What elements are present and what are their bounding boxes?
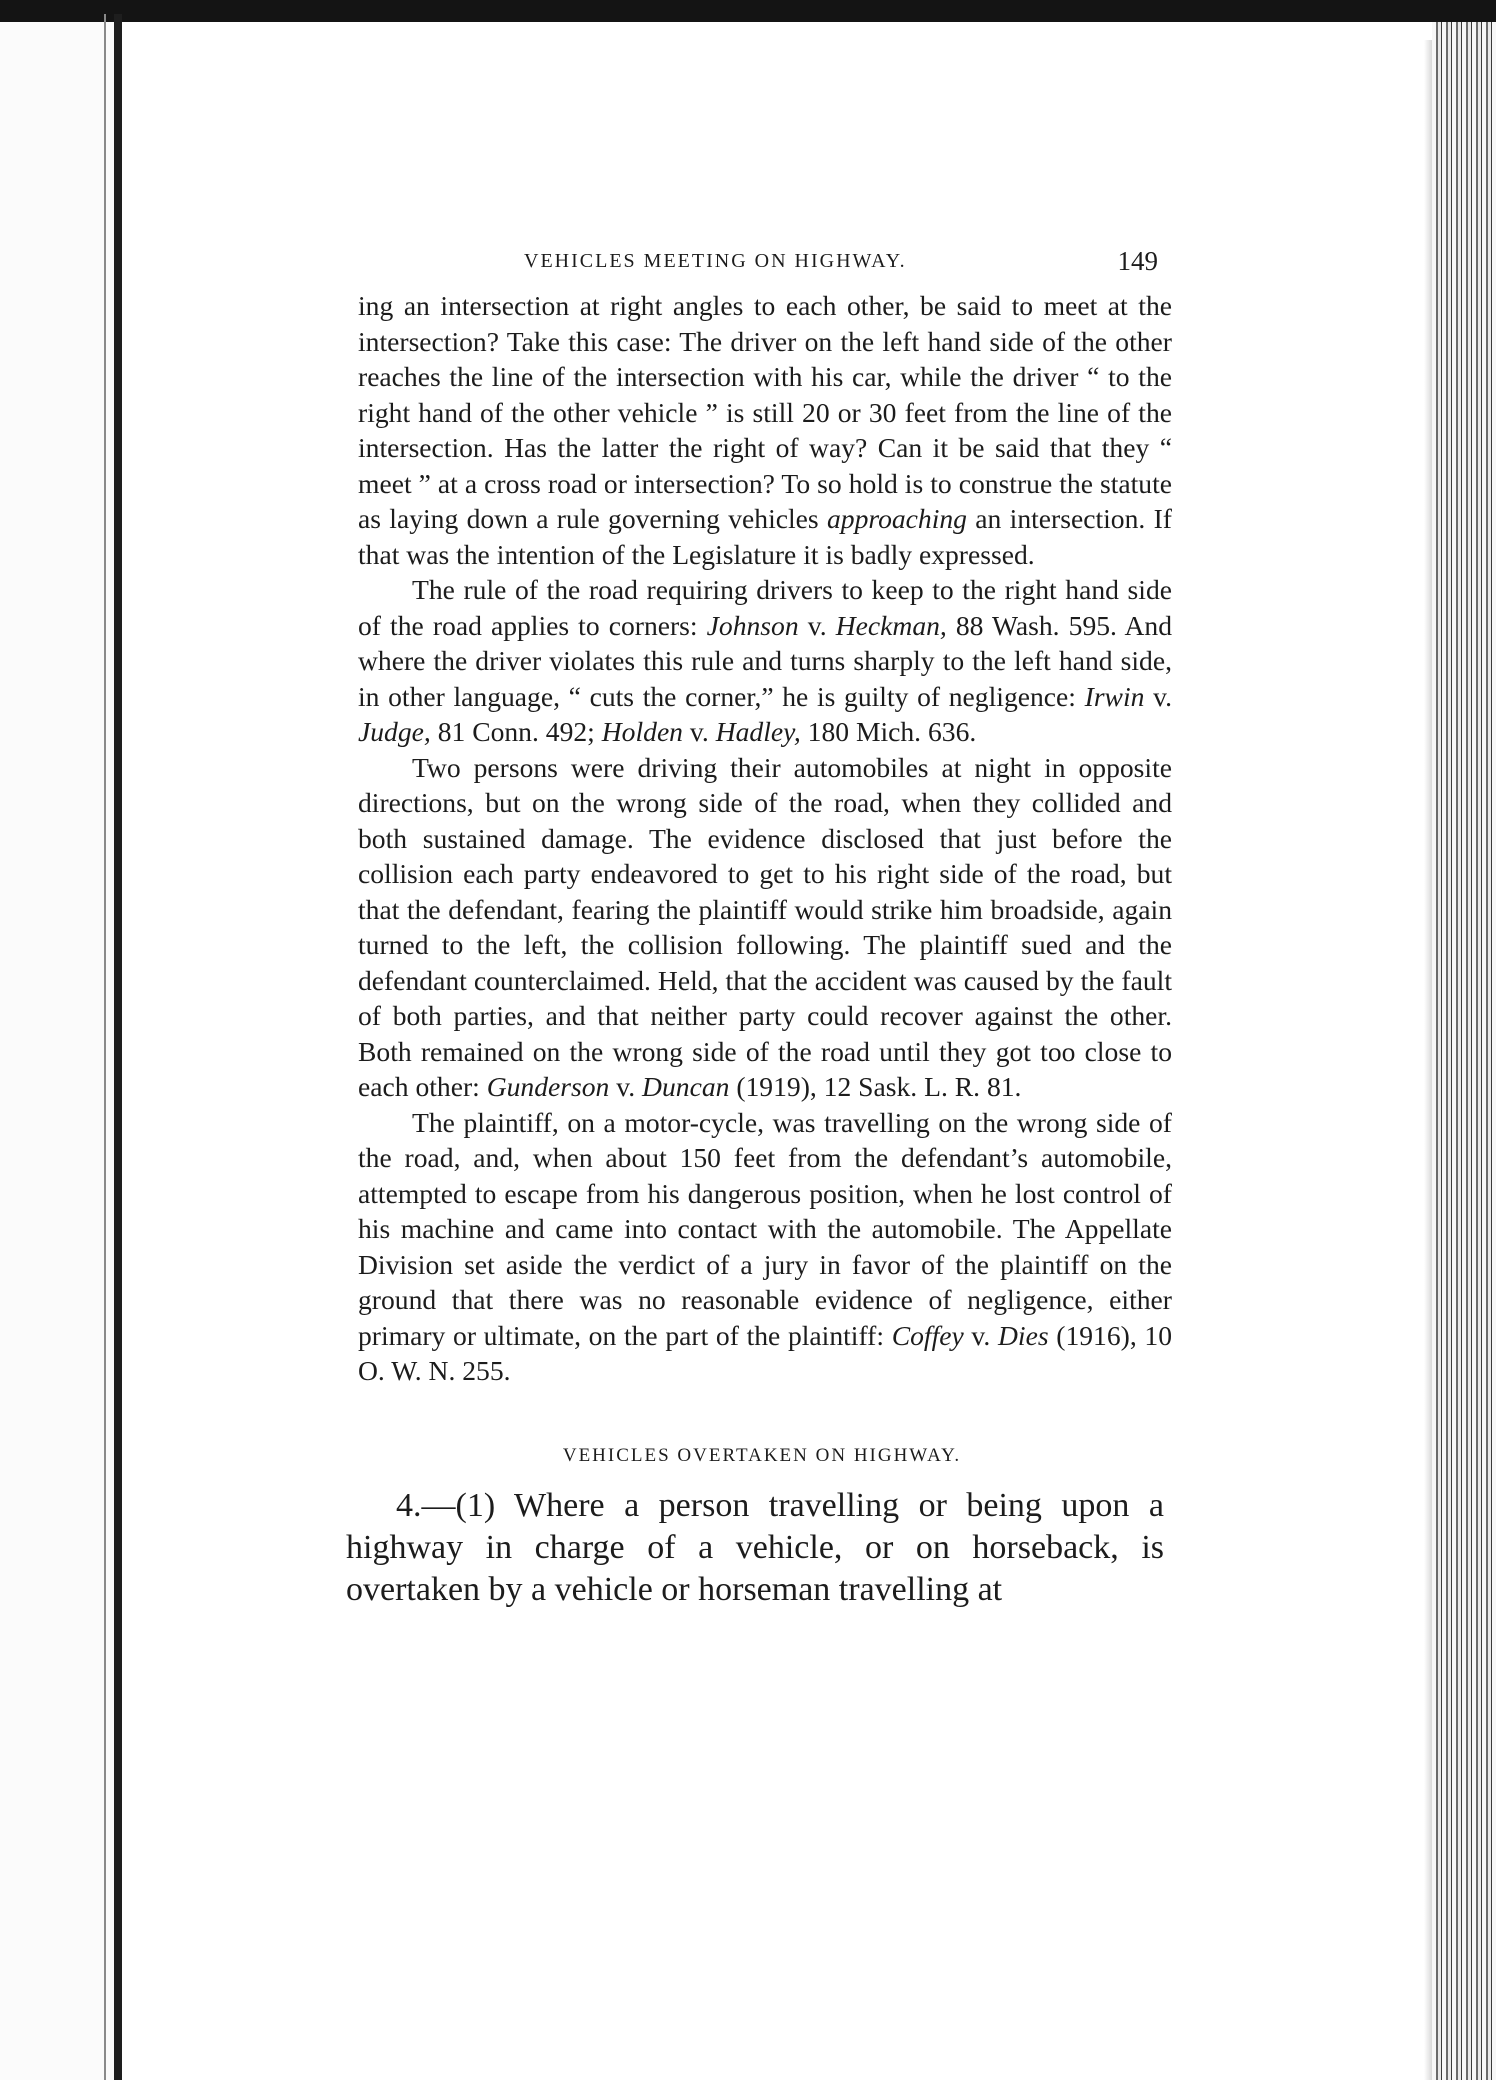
book-page-edges <box>1432 22 1496 2080</box>
paragraph-1 <box>358 288 1172 572</box>
section-heading: VEHICLES OVERTAKEN ON HIGHWAY. <box>562 1444 962 1466</box>
top-border <box>0 0 1496 22</box>
case-name-italic: Dies <box>998 1319 1049 1351</box>
book-page <box>346 240 1173 2060</box>
text-run: 180 Mich. 636. <box>800 716 977 747</box>
case-name-italic: Irwin <box>1084 680 1145 712</box>
text-run: v. <box>963 1319 998 1351</box>
case-name-italic: Judge, <box>358 716 431 747</box>
binding-edge <box>114 14 122 2080</box>
case-name-italic: Duncan <box>642 1071 730 1102</box>
body-text <box>358 288 1172 1389</box>
case-name-italic: Holden <box>601 716 683 747</box>
text-run: Two persons were driving their automobiles at night in opposite directions, but on the wrong side of the road, when they collided and both sustained damage. The evidence disclosed that just before the collision each party endeavored to get to his right side of the road, but that the defendant, fearing the plaintiff would strike him broadside, again turned to the left, the collision following. The plaintiff sued and the defendant counterclaimed. Held, that the accident was caused by the fault of both parties, and that neither party could recover against the other. Both remained on the wrong side of the road until they got too close to each other: <box>358 751 1172 1102</box>
text-run: 81 Conn. 492; <box>430 716 602 747</box>
paragraph-2 <box>358 572 1172 750</box>
statute-text <box>346 1485 1164 1611</box>
case-name-italic: Johnson <box>706 609 799 641</box>
text-run: The rule of the road requiring drivers to keep to the right hand side of the road applies to corners: <box>358 574 1172 641</box>
binding-edge-thin <box>104 14 106 2080</box>
case-name-italic: approaching <box>826 503 967 534</box>
statute-paragraph: 4.—(1) Where a person travelling or being upon a highway in charge of a vehicle, or on horseback, is overtaken by a vehicle or horseman travelling at <box>346 1486 1164 1608</box>
case-name-italic: Hadley, <box>715 716 801 747</box>
page-number: 149 <box>1117 246 1158 276</box>
text-run: (1919), 12 Sask. L. R. 81. <box>729 1071 1022 1102</box>
text-run: v. <box>798 609 836 641</box>
text-run: v. <box>1144 680 1172 712</box>
text-run: v. <box>682 716 716 747</box>
text-run: an intersection. If that was the intention of the Legislature it is badly expressed. <box>358 503 1172 570</box>
text-run: ing an intersection at right angles to each other, be said to meet at the intersection? Take this case: The driver on the left hand side of the other reaches the line of the intersection with his car, while the driver “ to the right hand of the other vehicle ” is still 20 or 30 feet from the line of the intersection. Has the latter the right of way? Can it be said that they “ meet ” at a cross road or intersection? To so hold is to construe the statute as laying down a rule governing vehicles <box>358 290 1172 534</box>
text-run: v. <box>609 1071 643 1102</box>
text-run: 88 Wash. 595. And where the driver violates this rule and turns sharply to the left hand side, in other language, “ cuts the corner,” he is guilty of negligence: <box>358 609 1173 712</box>
running-head: VEHICLES MEETING ON HIGHWAY. <box>524 250 907 272</box>
left-margin <box>0 0 120 2080</box>
text-run: (1916), 10 O. W. N. 255. <box>358 1319 1173 1386</box>
case-name-italic: Coffey <box>891 1319 964 1351</box>
text-run: The plaintiff, on a motor-cycle, was travelling on the wrong side of the road, and, when about 150 feet from the defendant’s automobile, attempted to escape from his dangerous position, when he lost control of his machine and came into contact with the automobile. The Appellate Division set aside the verdict of a jury in favor of the plaintiff on the ground that there was no reasonable evidence of negligence, either primary or ultimate, on the part of the plaintiff: <box>358 1106 1172 1351</box>
paragraph-4 <box>358 1105 1172 1389</box>
case-name-italic: Gunderson <box>486 1071 610 1102</box>
paragraph-3 <box>358 750 1172 1105</box>
case-name-italic: Heckman, <box>835 609 947 641</box>
page-header <box>352 240 1172 280</box>
